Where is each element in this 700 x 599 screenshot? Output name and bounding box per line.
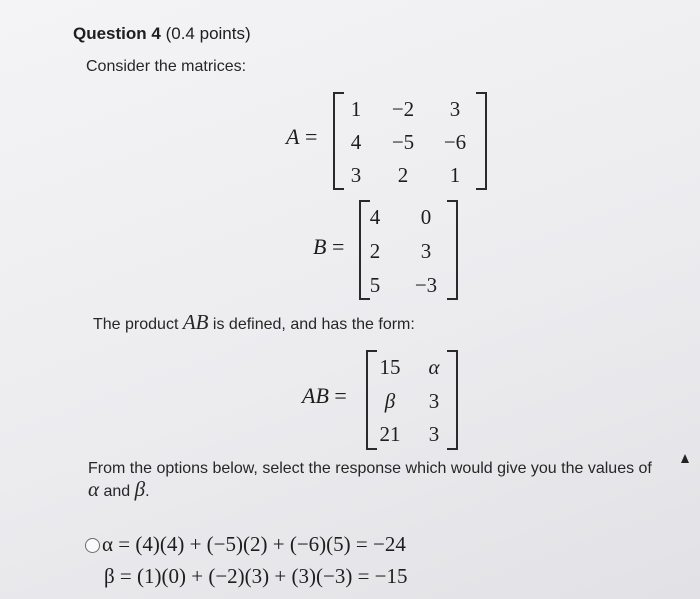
option-1-line-1: α = (4)(4) + (−5)(2) + (−6)(5) = −24 xyxy=(102,532,406,556)
matrix-ab-cell: 3 xyxy=(428,422,440,446)
matrix-b-cell: 2 xyxy=(369,239,381,263)
instruction-text xyxy=(88,458,678,502)
matrix-ab-label-group: AB = xyxy=(302,383,347,408)
matrix-a-cell: 4 xyxy=(350,130,362,154)
matrix-b-right-bracket xyxy=(447,200,458,300)
question-number: Question 4 xyxy=(73,24,161,43)
matrix-a-right-bracket xyxy=(476,92,487,190)
matrix-b-label: B xyxy=(313,234,327,259)
matrix-a-cell: 2 xyxy=(397,163,409,187)
question-prompt: Consider the matrices: xyxy=(86,58,247,75)
matrix-b-cell: 5 xyxy=(369,273,381,297)
option-1-radio[interactable] xyxy=(85,538,100,553)
matrix-a-label-group: A = xyxy=(286,124,318,149)
mouse-cursor-icon xyxy=(681,454,689,463)
matrix-a-cell: 1 xyxy=(449,163,461,187)
instruction-main: From the options below, select the response which would give you the values of xyxy=(88,460,652,477)
matrix-ab-cell: 15 xyxy=(379,355,401,379)
alpha-symbol: α xyxy=(88,477,100,501)
matrix-b-label-group: B = xyxy=(313,234,345,259)
matrix-ab-cell: 21 xyxy=(379,422,401,446)
matrix-b-cell: 3 xyxy=(420,239,432,263)
matrix-a-cell: 3 xyxy=(350,163,362,187)
product-text-before: The product xyxy=(93,316,183,333)
matrix-b-cell: −3 xyxy=(414,273,438,297)
option-1-line-2: β = (1)(0) + (−2)(3) + (3)(−3) = −15 xyxy=(104,564,408,588)
matrix-ab-cell: β xyxy=(384,389,396,413)
matrix-a-cell: −5 xyxy=(391,130,415,154)
question-points: (0.4 points) xyxy=(165,24,251,43)
matrix-a-cell: −6 xyxy=(443,130,467,154)
question-title xyxy=(73,24,251,44)
matrix-a-cell: 1 xyxy=(350,97,362,121)
matrix-a-label: A xyxy=(286,124,300,149)
matrix-a-cell: 3 xyxy=(449,97,461,121)
matrix-ab-cell: 3 xyxy=(428,389,440,413)
beta-symbol: β xyxy=(134,477,146,501)
matrix-ab-cell: α xyxy=(428,355,440,379)
product-symbol: AB xyxy=(182,310,209,334)
matrix-a-cell: −2 xyxy=(391,97,415,121)
matrix-ab-label: AB xyxy=(302,383,329,408)
instruction-and: and xyxy=(99,483,135,500)
product-sentence xyxy=(93,310,415,335)
matrix-b-cell: 0 xyxy=(420,205,432,229)
product-text-after: is defined, and has the form: xyxy=(208,316,415,333)
instruction-period: . xyxy=(145,483,150,500)
matrix-b-cell: 4 xyxy=(369,205,381,229)
